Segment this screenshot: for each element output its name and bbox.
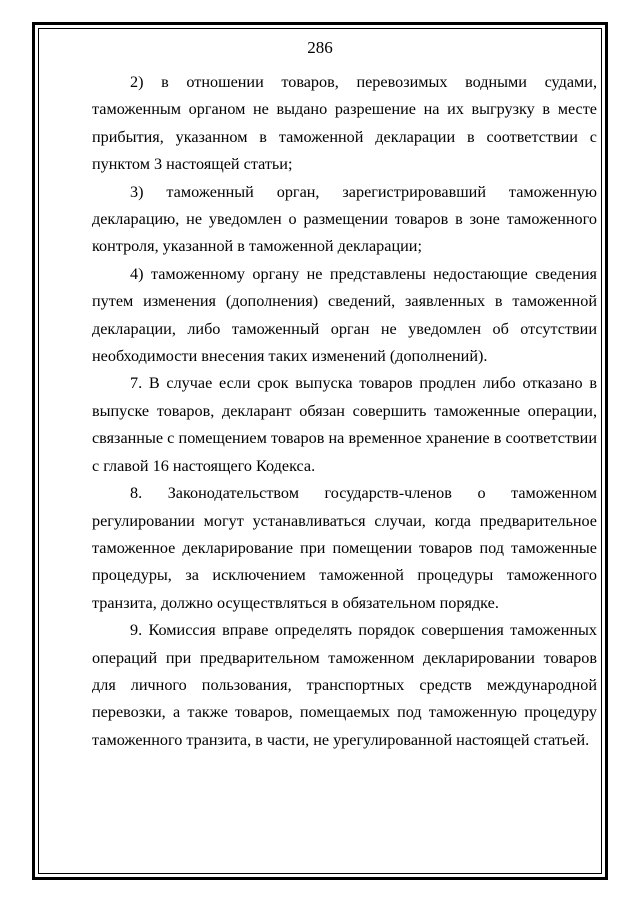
document-body (92, 69, 597, 754)
paragraph-item-2: 2) в отношении товаров, перевозимых водными судами, таможенным органом не выдано разрешение на их выгрузку в месте прибытия, указанном в таможенной декларации в соответствии с пунктом 3 настоящей статьи; (92, 73, 597, 174)
paragraph-point-8: 8. Законодательством государств-членов о таможенном регулировании могут устанавливаться случаи, когда предварительное таможенное декларирование при помещении товаров под таможенные процедуры, за исключением таможенной процедуры таможенного транзита, должно осуществляться в обязательном порядке. (92, 484, 597, 612)
paragraph-point-9: 9. Комиссия вправе определять порядок совершения таможенных операций при предварительном таможенном декларировании товаров для личного пользования, транспортных средств международной перевозки, а также товаров, помещаемых под таможенную процедуру таможенного транзита, в части, не урегулированной настоящей статьей. (92, 621, 597, 749)
page-number: 286 (307, 38, 333, 57)
paragraph-item-4: 4) таможенному органу не представлены недостающие сведения путем изменения (дополнения) сведений, заявленных в таможенной декларации, либо таможенный орган не уведомлен об отсутствии необходимости внесения таких изменений (дополнений). (92, 264, 597, 366)
paragraph-point-7: 7. В случае если срок выпуска товаров продлен либо отказано в выпуске товаров, декларант обязан совершить таможенные операции, связанные с помещением товаров на временное хранение в соответствии с главой 16 настоящего Кодекса. (92, 374, 597, 475)
paragraph-item-3: 3) таможенный орган, зарегистрировавший таможенную декларацию, не уведомлен о размещении товаров в зоне таможенного контроля, указанной в таможенной декларации; (92, 182, 597, 256)
